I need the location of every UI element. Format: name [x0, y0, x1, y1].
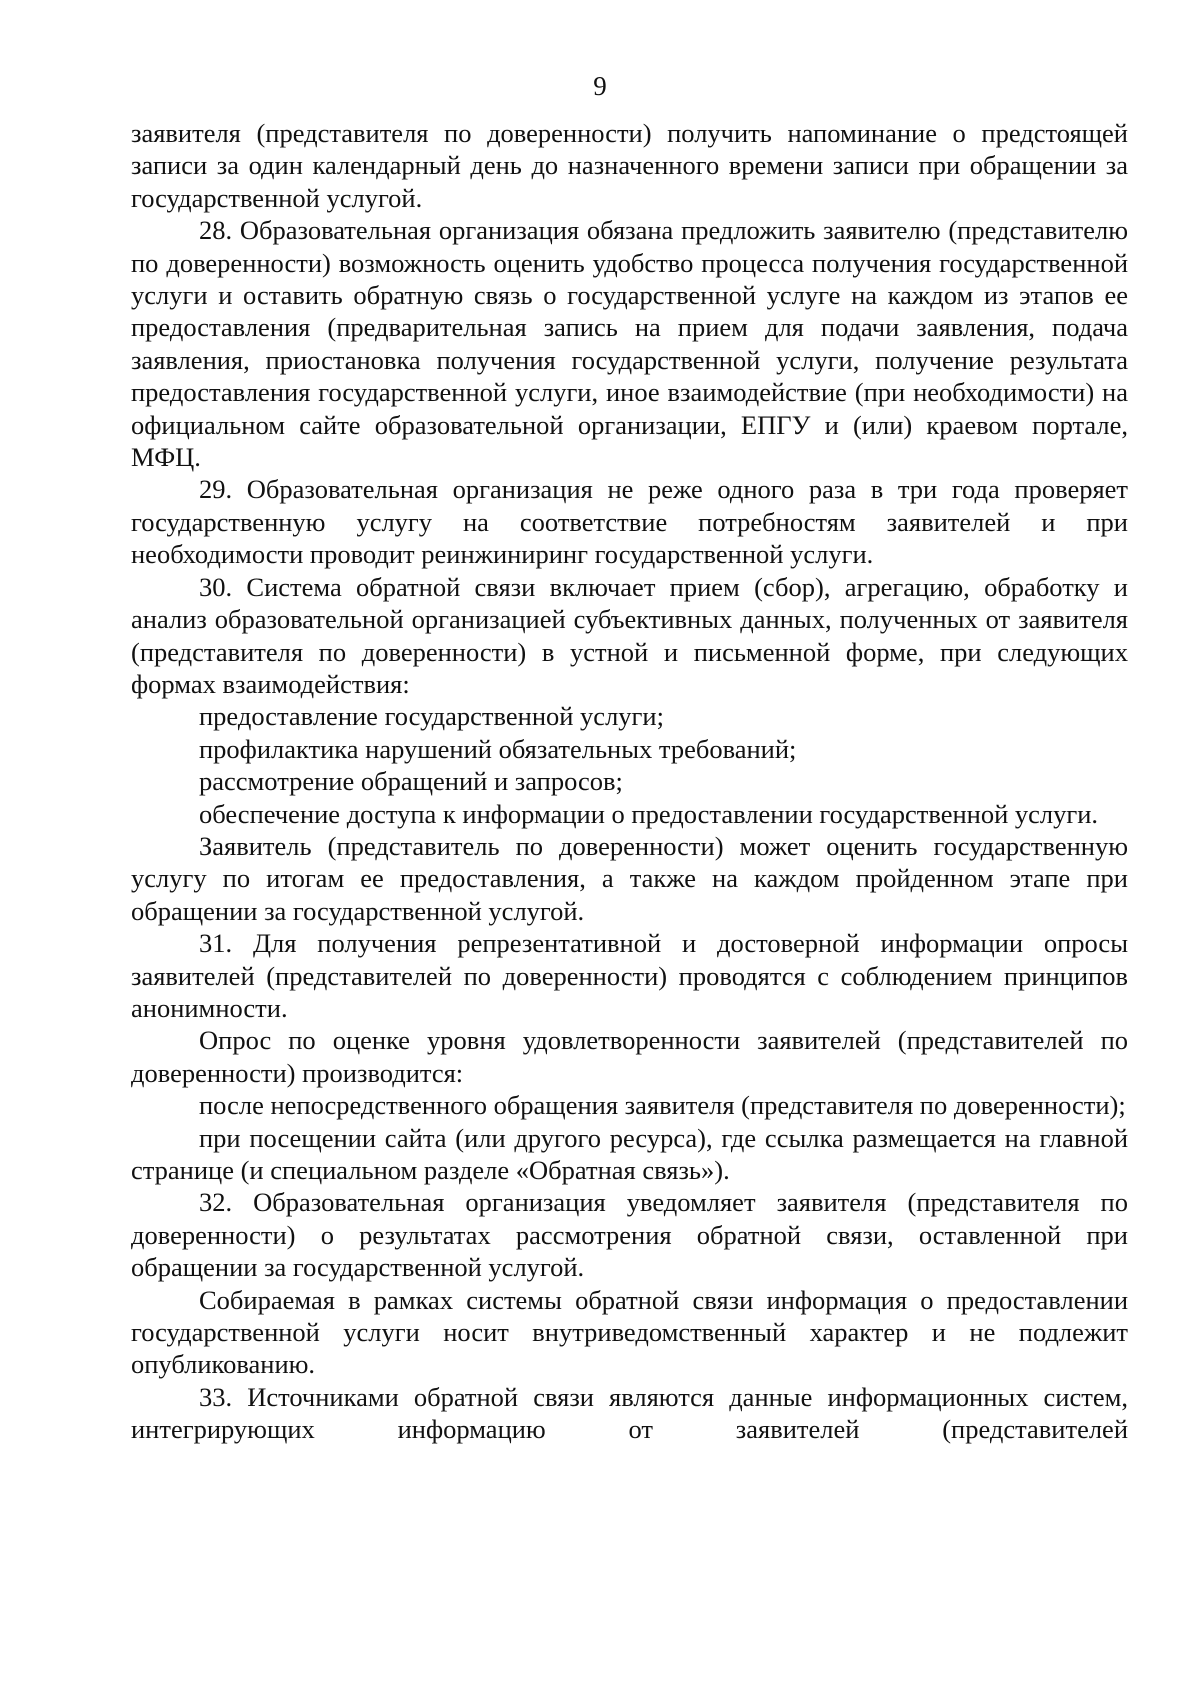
- paragraph-survey-intro: Опрос по оценке уровня удовлетворенности заявителей (представителей по доверенности) производится:: [131, 1025, 1128, 1088]
- paragraph-collected-info: Собираемая в рамках системы обратной связи информация о предоставлении государственной услуги носит внутриведомственный характер и не подлежит опубликованию.: [131, 1284, 1128, 1380]
- list-item-appeals-review: рассмотрение обращений и запросов;: [199, 766, 623, 797]
- paragraph-applicant-evaluation: Заявитель (представитель по доверенности) может оценить государственную услугу по итогам ее предоставления, а также на каждом пройденном этапе при обращении за государственной услугой.: [131, 830, 1128, 926]
- list-item-site-visit: при посещении сайта (или другого ресурса), где ссылка размещается на главной странице (и специальном разделе «Обратная связь»).: [131, 1122, 1128, 1185]
- paragraph-28: 28. Образовательная организация обязана предложить заявителю (представителю по доверенности) возможность оценить удобство процесса получения государственной услуги и оставить обратную связь о государственной услуге на каждом из этапов ее предоставления (предварительная запись на прием для подачи заявления, подача заявления, приостановка получения государственной услуги, получение результата предоставления государственной услуги, иное взаимодействие (при необходимости) на официальном сайте образовательной организации, ЕПГУ и (или) краевом портале, МФЦ.: [131, 215, 1128, 473]
- list-item-information-access: обеспечение доступа к информации о предоставлении государственной услуги.: [199, 798, 1099, 829]
- paragraph-30: 30. Система обратной связи включает прием (сбор), агрегацию, обработку и анализ образовательной организацией субъективных данных, полученных от заявителя (представителя по доверенности) в устной и письменной форме, при следующих формах взаимодействия:: [131, 571, 1128, 699]
- paragraph-32: 32. Образовательная организация уведомляет заявителя (представителя по доверенности) о результатах рассмотрения обратной связи, оставленной при обращении за государственной услугой.: [131, 1187, 1128, 1283]
- list-item-violation-prevention: профилактика нарушений обязательных требований;: [199, 733, 797, 764]
- paragraph-31: 31. Для получения репрезентативной и достоверной информации опросы заявителей (представителей по доверенности) проводятся с соблюдением принципов анонимности.: [131, 928, 1128, 1023]
- paragraph-continuation: заявителя (представителя по доверенности) получить напоминание о предстоящей записи за один календарный день до назначенного времени записи при обращении за государственной услугой.: [131, 118, 1128, 213]
- page-number: 9: [593, 71, 607, 101]
- list-item-service-provision: предоставление государственной услуги;: [199, 701, 664, 732]
- list-item-after-contact: после непосредственного обращения заявителя (представителя по доверенности);: [199, 1090, 1126, 1121]
- paragraph-33: 33. Источниками обратной связи являются данные информационных систем, интегрирующих информацию от заявителей (представителей: [131, 1381, 1128, 1445]
- document-body: [131, 117, 1128, 1446]
- paragraph-29: 29. Образовательная организация не реже одного раза в три года проверяет государственную услугу на соответствие потребностям заявителей и при необходимости проводит реинжиниринг государственной услуги.: [131, 474, 1128, 570]
